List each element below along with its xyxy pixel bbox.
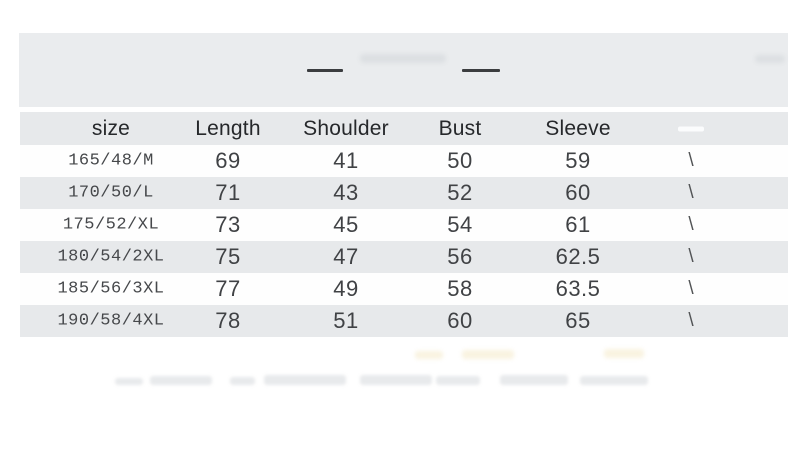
extra-value: \ <box>688 182 694 203</box>
length-value: 69 <box>215 148 241 173</box>
sleeve-value: 63.5 <box>555 276 601 301</box>
column-header-size: size <box>91 116 131 140</box>
watermark-remnant <box>230 377 255 385</box>
watermark-remnant <box>580 376 648 385</box>
extra-value: \ <box>688 150 694 171</box>
extra-value: \ <box>688 246 694 267</box>
table-row <box>20 273 788 305</box>
size-value: 180/54/2XL <box>57 247 165 267</box>
size-value: 170/50/L <box>68 183 154 203</box>
sleeve-value: 62.5 <box>555 244 601 269</box>
length-value: 75 <box>215 244 241 269</box>
table-row <box>20 145 788 177</box>
sleeve-value: 60 <box>565 180 591 205</box>
watermark-remnant <box>462 350 514 359</box>
table-row <box>20 209 788 241</box>
shoulder-value: 49 <box>333 276 359 301</box>
white-dash-icon <box>678 126 704 131</box>
size-value: 165/48/M <box>68 151 154 171</box>
watermark-remnant <box>436 376 480 385</box>
size-value: 190/58/4XL <box>57 311 165 331</box>
bust-value: 58 <box>447 276 473 301</box>
sleeve-value: 65 <box>565 308 591 333</box>
extra-value: \ <box>688 214 694 235</box>
watermark-remnant <box>115 378 143 385</box>
sleeve-value: 59 <box>565 148 591 173</box>
watermark-remnant <box>360 54 446 63</box>
bust-value: 54 <box>447 212 473 237</box>
watermark-remnant <box>500 375 568 385</box>
watermark-remnant <box>604 349 644 358</box>
size-value: 185/56/3XL <box>57 279 165 299</box>
shoulder-value: 45 <box>333 212 359 237</box>
watermark-remnant <box>264 375 346 385</box>
column-header-extra <box>678 126 704 131</box>
length-value: 77 <box>215 276 241 301</box>
table-row <box>20 177 788 209</box>
bust-value: 56 <box>447 244 473 269</box>
table-row <box>20 241 788 273</box>
column-header-length: Length <box>195 116 261 140</box>
size-table-header <box>20 112 788 145</box>
top-banner <box>19 33 788 107</box>
watermark-remnant <box>360 375 432 385</box>
length-value: 71 <box>215 180 241 205</box>
bust-value: 52 <box>447 180 473 205</box>
shoulder-value: 47 <box>333 244 359 269</box>
column-header-sleeve: Sleeve <box>545 116 611 140</box>
shoulder-value: 41 <box>333 148 359 173</box>
size-table <box>20 112 788 337</box>
bust-value: 50 <box>447 148 473 173</box>
shoulder-value: 43 <box>333 180 359 205</box>
extra-value: \ <box>688 310 694 331</box>
length-value: 73 <box>215 212 241 237</box>
watermark-remnant <box>415 351 443 359</box>
dash-mark-icon <box>462 69 500 72</box>
column-header-bust: Bust <box>438 116 482 140</box>
watermark-remnant <box>755 55 785 63</box>
sleeve-value: 61 <box>565 212 591 237</box>
length-value: 78 <box>215 308 241 333</box>
size-value: 175/52/XL <box>62 215 160 235</box>
watermark-remnant <box>150 376 212 385</box>
bust-value: 60 <box>447 308 473 333</box>
column-header-shoulder: Shoulder <box>303 116 389 140</box>
extra-value: \ <box>688 278 694 299</box>
dash-mark-icon <box>307 69 343 72</box>
shoulder-value: 51 <box>333 308 359 333</box>
table-row <box>20 305 788 337</box>
